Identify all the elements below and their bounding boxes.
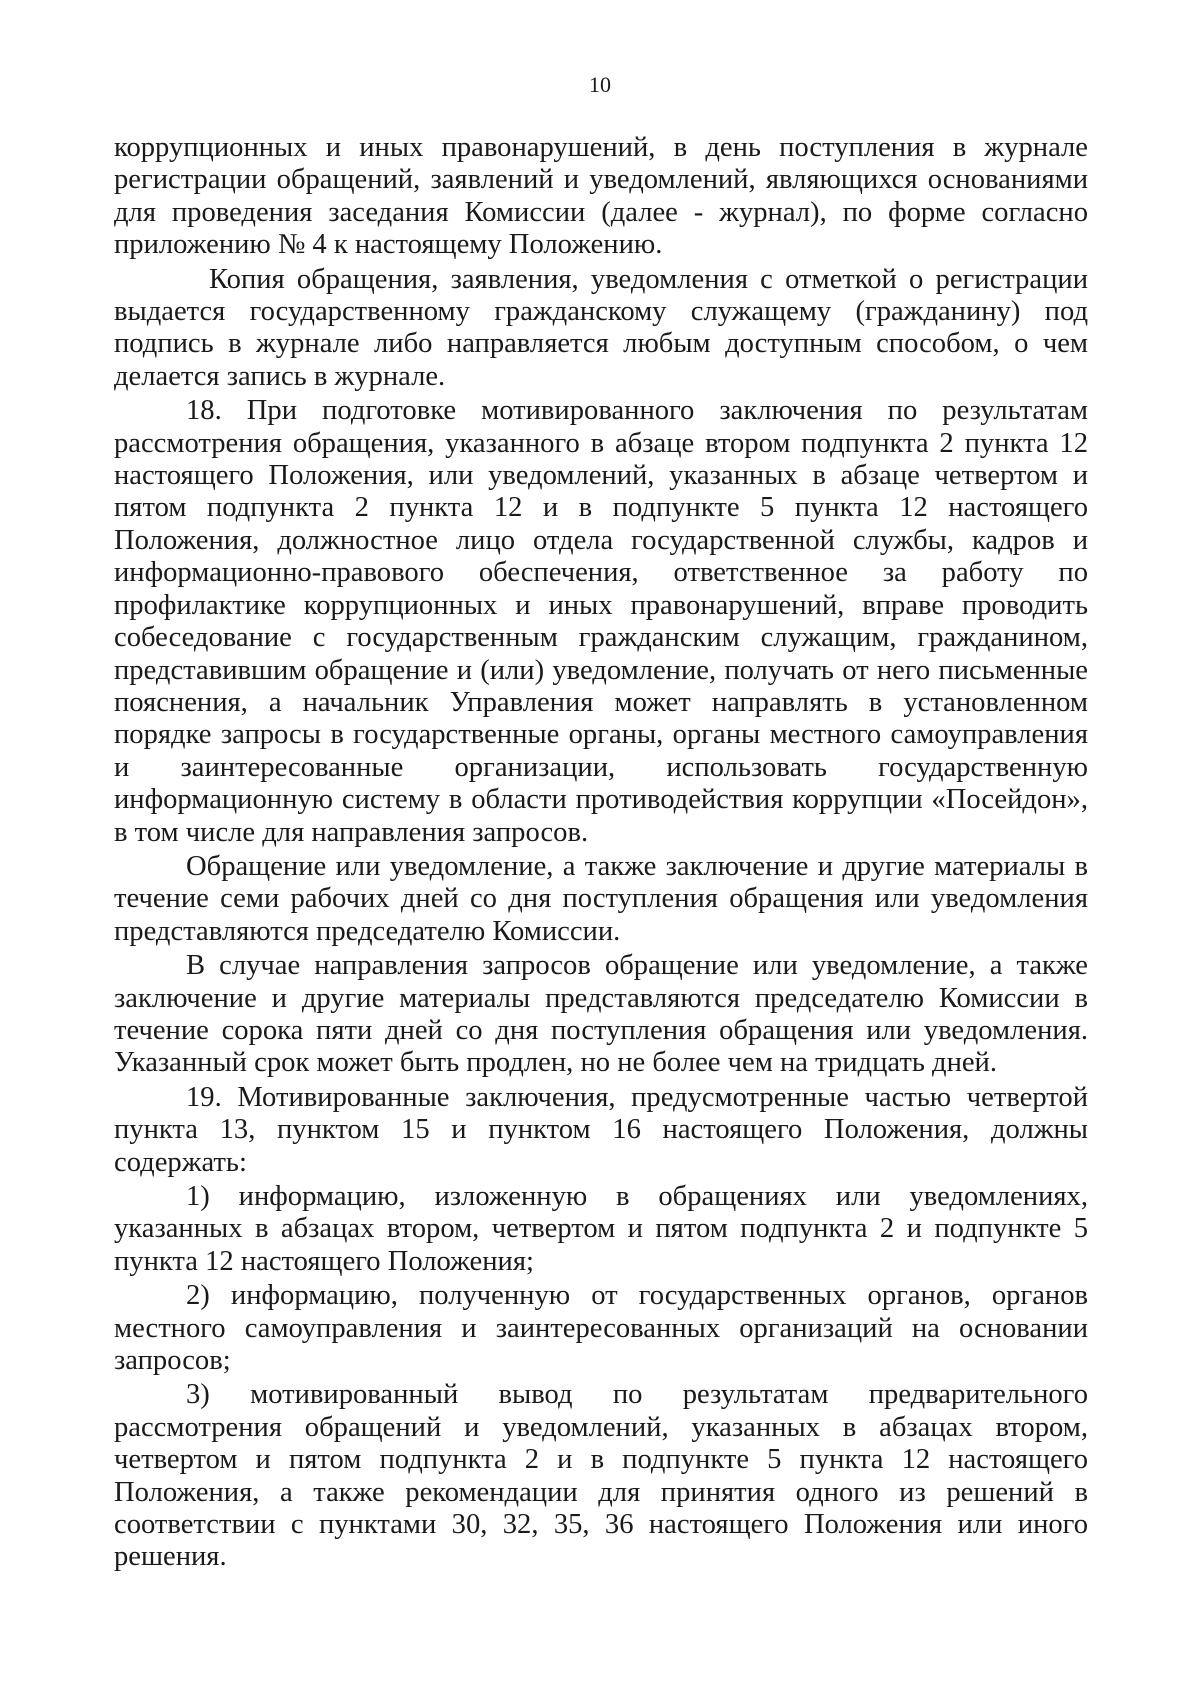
paragraph-subitem-1: 1) информацию, изложенную в обращениях или уведомлениях, указанных в абзацах втором, четвертом и пятом подпункта 2 и подпункте 5 пункта 12 настоящего Положения;	[114, 1181, 1088, 1277]
document-body	[114, 132, 1088, 1574]
page-number: 10	[589, 72, 611, 97]
paragraph-submission-term: Обращение или уведомление, а также заключение и другие материалы в течение семи рабочих дней со дня поступления обращения или уведомления представляются председателю Комиссии.	[114, 850, 1088, 947]
paragraph-item-19: 19. Мотивированные заключения, предусмотренные частью четвертой пункта 13, пунктом 15 и пунктом 16 настоящего Положения, должны содержать:	[114, 1081, 1088, 1178]
paragraph-copy-issuance: Копия обращения, заявления, уведомления с отметкой о регистрации выдается государственному гражданскому служащему (гражданину) под подпись в журнале либо направляется любым доступным способом, о чем делается запись в журнале.	[114, 263, 1088, 392]
paragraph-subitem-3: 3) мотивированный вывод по результатам предварительного рассмотрения обращений и уведомлений, указанных в абзацах втором, четвертом и пятом подпункта 2 и в подпункте 5 пункта 12 настоящего Положения, а также рекомендации для принятия одного из решений в соответствии с пунктами 30, 32, 35, 36 настоящего Положения или иного решения.	[114, 1379, 1088, 1573]
paragraph-requests-term: В случае направления запросов обращение или уведомление, а также заключение и другие материалы представляются председателю Комиссии в течение сорока пяти дней со дня поступления обращения или уведомления. Указанный срок может быть продлен, но не более чем на тридцать дней.	[114, 950, 1088, 1079]
paragraph-item-18: 18. При подготовке мотивированного заключения по результатам рассмотрения обращения, указанного в абзаце втором подпункта 2 пункта 12 настоящего Положения, или уведомлений, указанных в абзаце четвертом и пятом подпункта 2 пункта 12 и в подпункте 5 пункта 12 настоящего Положения, должностное лицо отдела государственной службы, кадров и информационно-правового обеспечения, ответственное за работу по профилактике коррупционных и иных правонарушений, вправе проводить собеседование с государственным гражданским служащим, гражданином, представившим обращение и (или) уведомление, получать от него письменные пояснения, а начальник Управления может направлять в установленном порядке запросы в государственные органы, органы местного самоуправления и заинтересованные организации, использовать государственную информационную систему в области противодействия коррупции «Посейдон», в том числе для направления запросов.	[114, 395, 1088, 848]
paragraph-subitem-2: 2) информацию, полученную от государственных органов, органов местного самоуправления и заинтересованных организаций на основании запросов;	[114, 1280, 1088, 1377]
paragraph-continuation: коррупционных и иных правонарушений, в день поступления в журнале регистрации обращений, заявлений и уведомлений, являющихся основаниями для проведения заседания Комиссии (далее - журнал), по форме согласно приложению № 4 к настоящему Положению.	[114, 132, 1088, 261]
